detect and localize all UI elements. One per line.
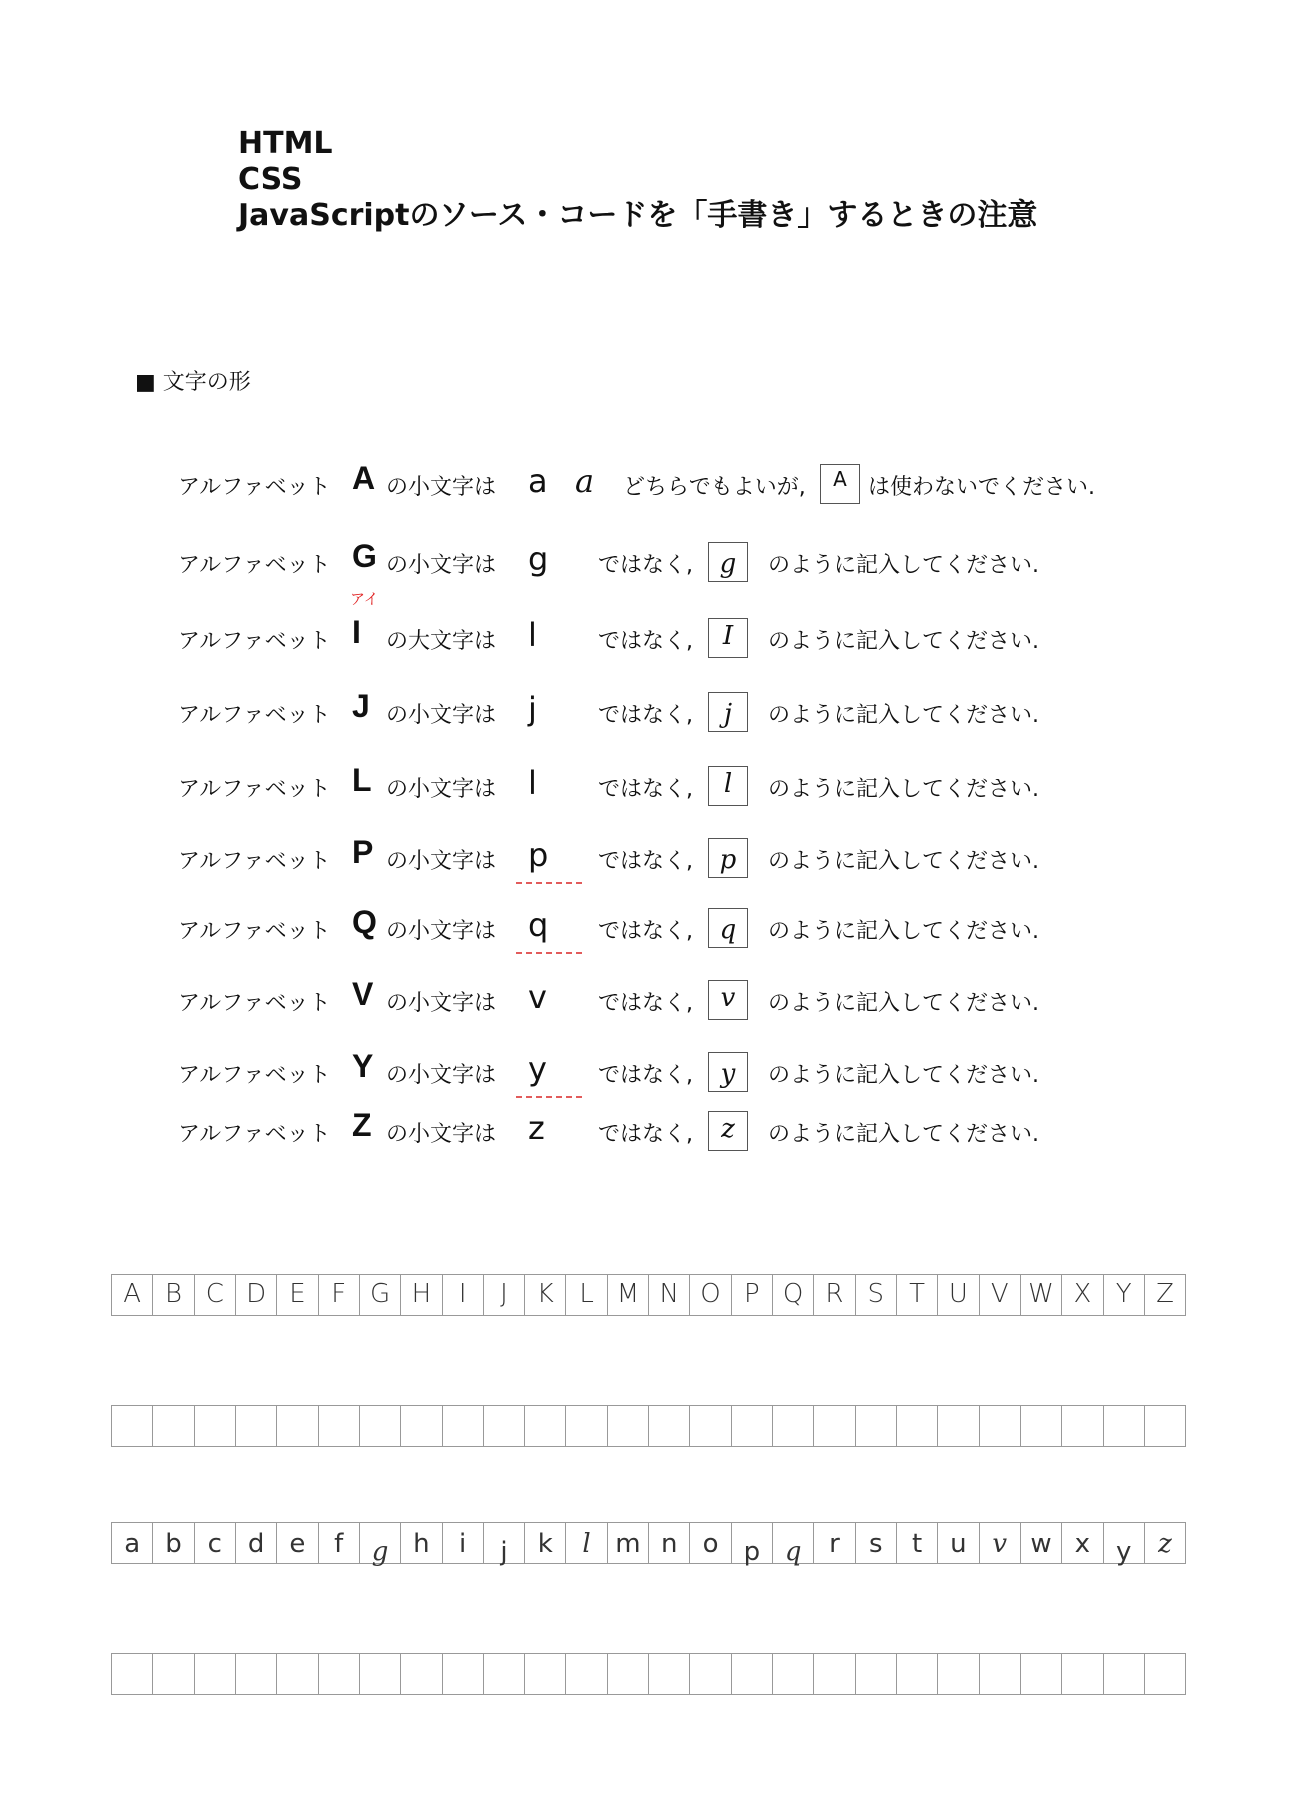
uppercase-cell [566,1275,607,1315]
practice-upper-cell[interactable] [938,1406,979,1446]
practice-upper-cell[interactable] [525,1406,566,1446]
uppercase-cell [1062,1275,1103,1315]
rule-connector: ではなく, [598,777,693,802]
rule-handwritten-box [708,766,748,806]
lowercase-cell [856,1523,897,1563]
uppercase-letter: M [616,1279,640,1309]
practice-lower-cell[interactable] [1145,1654,1186,1694]
lowercase-letter: f [334,1529,344,1559]
uppercase-letter: A [123,1279,142,1309]
practice-upper-cell[interactable] [112,1406,153,1446]
rule-row-y [178,1046,1178,1098]
rule-connector: ではなく, [598,553,693,578]
rule-handwritten-box [708,692,748,732]
rule-suffix: のように記入してください. [768,703,1039,728]
uppercase-cell [277,1275,318,1315]
practice-upper-cell[interactable] [484,1406,525,1446]
lowercase-letter: w [1030,1529,1052,1559]
rule-example: z [528,1109,545,1147]
practice-upper-cell[interactable] [195,1406,236,1446]
uppercase-cell [401,1275,442,1315]
rule-letter: V [352,976,374,1012]
practice-lower-cell[interactable] [195,1654,236,1694]
uppercase-cell [112,1275,153,1315]
uppercase-cell [980,1275,1021,1315]
rule-handwritten-box [708,1111,748,1151]
practice-upper-cell[interactable] [1021,1406,1062,1446]
uppercase-cell [1021,1275,1062,1315]
rule-suffix: のように記入してください. [768,553,1039,578]
practice-lower-cell[interactable] [525,1654,566,1694]
lowercase-cell [1021,1523,1062,1563]
uppercase-cell [897,1275,938,1315]
rule-example: g [528,540,549,578]
lowercase-letter: d [247,1529,265,1559]
rule-connector: ではなく, [598,1122,693,1147]
uppercase-letter: G [369,1279,391,1309]
uppercase-cell [236,1275,277,1315]
lowercase-cell [690,1523,731,1563]
lowercase-cell [525,1523,566,1563]
uppercase-cell [1104,1275,1145,1315]
rule-middle: の小文字は [386,991,497,1016]
practice-lower-cell[interactable] [112,1654,153,1694]
rule-letter: P [352,834,374,870]
baseline-dash [516,952,582,954]
uppercase-letter: X [1073,1279,1092,1309]
uppercase-letter: S [867,1279,885,1309]
practice-upper-cell[interactable] [236,1406,277,1446]
lowercase-cell [732,1523,773,1567]
practice-upper-cell[interactable] [897,1406,938,1446]
lowercase-letter: p [743,1537,761,1567]
lowercase-cell [112,1523,153,1563]
uppercase-cell [195,1275,236,1315]
lowercase-letter: m [615,1529,641,1559]
uppercase-letter: F [331,1279,347,1309]
lowercase-cell [277,1523,318,1563]
practice-lower-cell[interactable] [938,1654,979,1694]
practice-upper-cell[interactable] [1062,1406,1103,1446]
lowercase-cell [236,1523,277,1563]
rule-example-alt: a [575,462,595,500]
uppercase-cell [856,1275,897,1315]
rule-row-l [178,760,1178,812]
uppercase-letter: B [164,1279,182,1309]
rule-middle: の小文字は [386,703,497,728]
section-heading: ■ 文字の形 [135,370,251,395]
practice-lower-cell[interactable] [360,1654,401,1694]
uppercase-letter: V [990,1279,1009,1309]
rule-handwritten-letter: p [719,845,737,875]
rule-example: a [528,462,548,500]
rule-prefix: アルファベット [178,1063,331,1088]
lowercase-cell [649,1523,690,1563]
lowercase-letter: t [911,1529,923,1559]
practice-upper-cell[interactable] [566,1406,607,1446]
rule-example: p [528,836,549,874]
uppercase-cell [649,1275,690,1315]
rule-connector: ではなく, [598,849,693,874]
uppercase-letter: T [909,1279,926,1309]
rule-suffix: のように記入してください. [768,849,1039,874]
rule-letter: L [352,762,372,798]
uppercase-cell [153,1275,194,1315]
rule-letter: G [352,538,377,574]
uppercase-letter: I [458,1279,467,1309]
rule-handwritten-letter: g [719,549,737,579]
uppercase-cell [319,1275,360,1315]
rule-letter: J [352,688,370,724]
uppercase-letter: R [825,1279,844,1309]
rule-middle: の小文字は [386,777,497,802]
rule-row-g [178,536,1178,588]
lowercase-letter: c [207,1529,222,1559]
lowercase-grid [111,1522,1186,1567]
practice-upper-cell[interactable] [1145,1406,1186,1446]
uppercase-cell [1145,1275,1186,1315]
lowercase-letter: z [1158,1529,1172,1559]
uppercase-cell [360,1275,401,1315]
practice-upper-cell[interactable] [814,1406,855,1446]
uppercase-letter: Z [1156,1279,1174,1309]
uppercase-letter: K [536,1279,554,1309]
practice-upper-cell[interactable] [690,1406,731,1446]
practice-lower-cell[interactable] [1062,1654,1103,1694]
practice-upper-cell[interactable] [856,1406,897,1446]
rule-prefix: アルファベット [178,629,331,654]
practice-upper-cell[interactable] [443,1406,484,1446]
lowercase-cell [443,1523,484,1563]
rule-connector: ではなく, [598,703,693,728]
uppercase-letter: L [579,1279,594,1309]
rule-prefix: アルファベット [178,991,331,1016]
practice-lower-cell[interactable] [1021,1654,1062,1694]
rule-middle: の小文字は [386,1122,497,1147]
practice-upper-cell[interactable] [732,1406,773,1446]
rule-row-i [178,590,1178,664]
rule-row-p [178,832,1178,884]
rule-handwritten-letter: l [723,769,733,799]
rule-example: q [528,906,549,944]
lowercase-letter: r [829,1529,840,1559]
uppercase-cell [773,1275,814,1315]
rule-prefix: アルファベット [178,849,331,874]
rule-suffix: のように記入してください. [768,1063,1039,1088]
rule-prefix: アルファベット [178,1122,331,1147]
rule-prefix: アルファベット [178,475,331,500]
practice-lower-cell[interactable] [649,1654,690,1694]
uppercase-letter: U [948,1279,968,1309]
lowercase-cell [897,1523,938,1563]
rule-connector: ではなく, [598,1063,693,1088]
rule-middle: の小文字は [386,849,497,874]
baseline-dash [516,1096,582,1098]
practice-lower-cell[interactable] [401,1654,442,1694]
practice-upper-cell[interactable] [1104,1406,1145,1446]
rule-handwritten-box [708,908,748,948]
lowercase-cell [1145,1523,1186,1563]
lowercase-cell [153,1523,194,1563]
lowercase-cell [980,1523,1021,1563]
rule-handwritten-letter: y [720,1059,736,1089]
rule-example: l [528,764,537,802]
practice-lower-cell[interactable] [856,1654,897,1694]
practice-grid-lowercase [111,1653,1186,1695]
title-line-html: HTML [238,126,333,161]
rule-handwritten-box [708,1052,748,1092]
practice-lower-cell[interactable] [484,1654,525,1694]
rule-handwritten-box [708,542,748,582]
lowercase-cell [814,1523,855,1563]
rule-connector: ではなく, [598,629,693,654]
title-line-css: CSS [238,162,303,197]
rule-letter: Q [352,904,377,940]
rule-suffix: のように記入してください. [768,629,1039,654]
practice-lower-cell[interactable] [608,1654,649,1694]
uppercase-cell [525,1275,566,1315]
practice-grid-uppercase [111,1405,1186,1447]
uppercase-cell [732,1275,773,1315]
lowercase-letter: o [702,1529,719,1559]
uppercase-letter: Q [782,1279,804,1309]
lowercase-cell [319,1523,360,1563]
rule-letter: A [352,460,376,496]
lowercase-letter: u [950,1529,967,1559]
lowercase-cell [195,1523,236,1563]
rule-handwritten-letter: v [720,983,736,1013]
practice-lower-cell[interactable] [319,1654,360,1694]
rule-middle: の大文字は [386,629,497,654]
practice-lower-cell[interactable] [732,1654,773,1694]
practice-upper-cell[interactable] [360,1406,401,1446]
rule-connector: ではなく, [598,991,693,1016]
rule-letter: Y [352,1048,374,1084]
uppercase-grid [111,1274,1186,1316]
lowercase-letter: l [582,1529,591,1559]
practice-lower-cell[interactable] [236,1654,277,1694]
rule-suffix: のように記入してください. [768,1122,1039,1147]
lowercase-letter: v [992,1529,1008,1559]
title-line-javascript: JavaScriptのソース・コードを「手書き」するときの注意 [238,198,1038,233]
practice-upper-cell[interactable] [649,1406,690,1446]
rule-prefix: アルファベット [178,919,331,944]
uppercase-cell [443,1275,484,1315]
lowercase-cell [566,1523,607,1563]
lowercase-letter: h [413,1529,430,1559]
baseline-dash [516,882,582,884]
lowercase-letter: x [1074,1529,1091,1559]
rule-example: v [528,978,547,1016]
lowercase-cell [360,1523,401,1567]
rule-handwritten-box [708,980,748,1020]
rule-suffix: のように記入してください. [768,991,1039,1016]
uppercase-cell [690,1275,731,1315]
rule-handwritten-box [708,838,748,878]
rule-handwritten-letter: A [833,467,847,491]
uppercase-letter: D [246,1279,267,1309]
lowercase-cell [773,1523,814,1567]
rule-middle: の小文字は [386,919,497,944]
rule-prefix: アルファベット [178,553,331,578]
rule-prefix: アルファベット [178,777,331,802]
lowercase-cell [608,1523,649,1563]
rule-handwritten-letter: I [722,621,734,651]
practice-lower-cell[interactable] [980,1654,1021,1694]
rule-ruby: アイ [350,590,379,608]
rule-row-q [178,902,1178,954]
uppercase-letter: E [289,1279,306,1309]
rule-handwritten-box [708,618,748,658]
practice-lower-cell[interactable] [277,1654,318,1694]
lowercase-cell [401,1523,442,1563]
rule-row-z [178,1105,1178,1157]
lowercase-letter: k [537,1529,553,1559]
lowercase-letter: n [660,1529,678,1559]
rule-letter: I [352,614,361,650]
uppercase-cell [484,1275,525,1315]
practice-lower-cell[interactable] [153,1654,194,1694]
rule-middle: の小文字は [386,1063,497,1088]
lowercase-letter: b [165,1529,182,1559]
uppercase-letter: H [411,1279,432,1309]
rule-handwritten-box [820,464,860,504]
rule-handwritten-letter: q [719,915,737,945]
rule-letter: Z [352,1107,372,1143]
practice-lower-cell[interactable] [814,1654,855,1694]
lowercase-letter: q [784,1537,802,1567]
lowercase-cell [938,1523,979,1563]
rule-prefix: アルファベット [178,703,331,728]
lowercase-cell [1104,1523,1145,1567]
rule-middle: の小文字は [386,553,497,578]
uppercase-cell [608,1275,649,1315]
practice-upper-cell[interactable] [153,1406,194,1446]
rule-suffix: のように記入してください. [768,777,1039,802]
rule-connector: どちらでもよいが, [623,475,806,500]
practice-lower-cell[interactable] [773,1654,814,1694]
uppercase-cell [814,1275,855,1315]
document-title [238,126,1037,234]
practice-lower-cell[interactable] [566,1654,607,1694]
rule-row-v [178,974,1178,1026]
rule-suffix: のように記入してください. [768,919,1039,944]
uppercase-letter: C [205,1279,224,1309]
uppercase-cell [938,1275,979,1315]
rule-example: j [528,690,537,728]
rule-row-a [178,458,1178,510]
lowercase-cell [484,1523,525,1567]
lowercase-letter: i [459,1529,467,1559]
lowercase-letter: y [1115,1537,1132,1567]
rule-middle: の小文字は [386,475,497,500]
lowercase-letter: a [124,1529,141,1559]
rule-handwritten-letter: j [723,699,733,729]
uppercase-letter: O [700,1279,721,1309]
practice-lower-cell[interactable] [690,1654,731,1694]
uppercase-letter: P [744,1279,760,1309]
rule-row-j [178,686,1178,738]
practice-upper-cell[interactable] [401,1406,442,1446]
rule-suffix: は使わないでください. [868,475,1095,500]
uppercase-letter: J [500,1279,508,1309]
lowercase-letter: g [371,1537,389,1567]
rule-connector: ではなく, [598,919,693,944]
uppercase-letter: N [659,1279,679,1309]
practice-upper-cell[interactable] [980,1406,1021,1446]
lowercase-letter: e [289,1529,306,1559]
rule-handwritten-letter: z [721,1114,735,1144]
practice-upper-cell[interactable] [277,1406,318,1446]
practice-upper-cell[interactable] [319,1406,360,1446]
uppercase-letter: Y [1115,1279,1132,1309]
practice-lower-cell[interactable] [897,1654,938,1694]
rule-example: y [528,1050,547,1088]
uppercase-letter: W [1028,1279,1054,1309]
lowercase-cell [1062,1523,1103,1563]
practice-upper-cell[interactable] [773,1406,814,1446]
lowercase-letter: s [869,1529,883,1559]
rule-example: l [528,616,537,654]
practice-lower-cell[interactable] [1104,1654,1145,1694]
practice-upper-cell[interactable] [608,1406,649,1446]
practice-lower-cell[interactable] [443,1654,484,1694]
lowercase-letter: j [500,1537,508,1567]
